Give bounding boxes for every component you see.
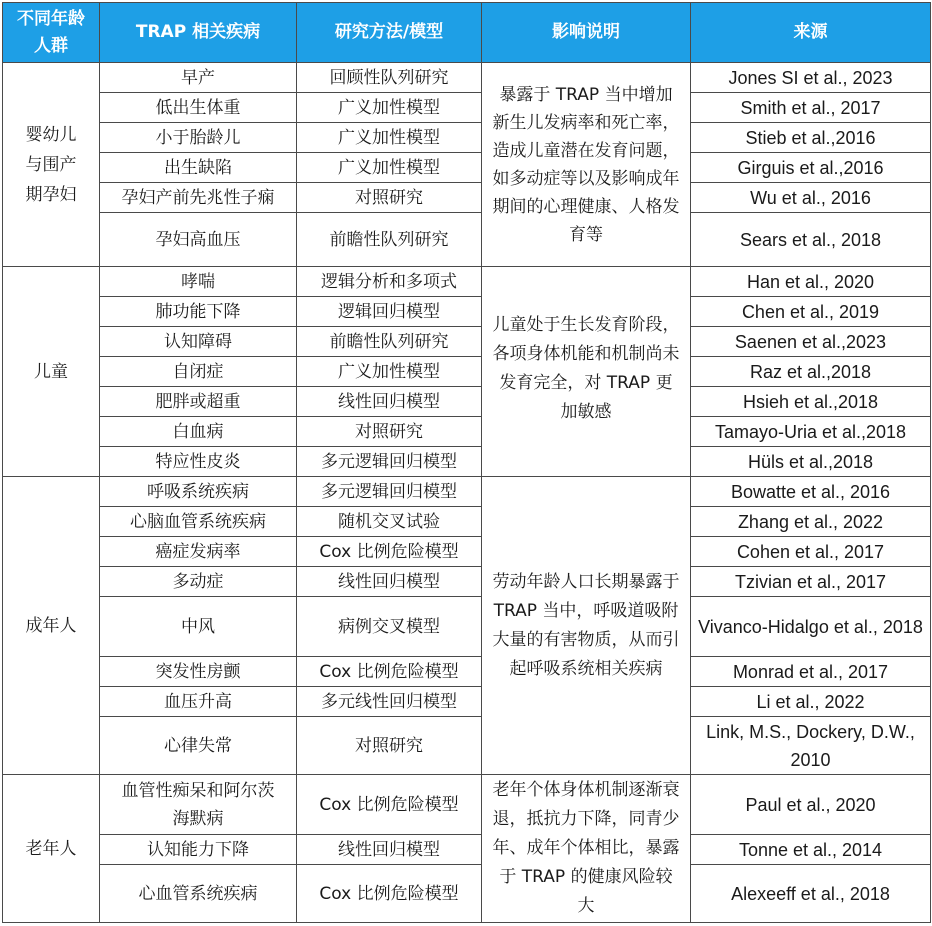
source-cell: Vivanco-Hidalgo et al., 2018 <box>691 597 931 657</box>
source-cell: Bowatte et al., 2016 <box>691 477 931 507</box>
source-cell: Tonne et al., 2014 <box>691 835 931 865</box>
table-row <box>3 387 931 417</box>
method-cell: 病例交叉模型 <box>297 597 482 657</box>
source-cell: Sears et al., 2018 <box>691 213 931 267</box>
method-cell: 多元逻辑回归模型 <box>297 447 482 477</box>
table-row <box>3 93 931 123</box>
disease-cell: 认知障碍 <box>100 327 297 357</box>
source-cell: Saenen et al.,2023 <box>691 327 931 357</box>
method-cell: 逻辑分析和多项式 <box>297 267 482 297</box>
disease-cell: 小于胎龄儿 <box>100 123 297 153</box>
method-cell: 前瞻性队列研究 <box>297 327 482 357</box>
impact-cell: 暴露于 TRAP 当中增加新生儿发病率和死亡率，造成儿童潜在发育问题，如多动症等以及影响成年期间的心理健康、人格发育等 <box>482 63 691 267</box>
header-source: 来源 <box>691 3 931 63</box>
method-cell: 线性回归模型 <box>297 835 482 865</box>
table-row <box>3 507 931 537</box>
source-cell: Zhang et al., 2022 <box>691 507 931 537</box>
disease-cell: 孕妇产前先兆性子痫 <box>100 183 297 213</box>
method-cell: 广义加性模型 <box>297 357 482 387</box>
disease-cell: 孕妇高血压 <box>100 213 297 267</box>
table-row <box>3 477 931 507</box>
source-cell: Cohen et al., 2017 <box>691 537 931 567</box>
source-cell: Monrad et al., 2017 <box>691 657 931 687</box>
source-cell: Hsieh et al.,2018 <box>691 387 931 417</box>
disease-cell: 认知能力下降 <box>100 835 297 865</box>
table-row <box>3 775 931 835</box>
method-cell: 对照研究 <box>297 717 482 775</box>
table-row <box>3 327 931 357</box>
disease-cell: 哮喘 <box>100 267 297 297</box>
table-row <box>3 183 931 213</box>
source-cell: Stieb et al.,2016 <box>691 123 931 153</box>
table-row <box>3 835 931 865</box>
source-cell: Tzivian et al., 2017 <box>691 567 931 597</box>
method-cell: 多元线性回归模型 <box>297 687 482 717</box>
header-method: 研究方法/模型 <box>297 3 482 63</box>
source-cell: Chen et al., 2019 <box>691 297 931 327</box>
age-group-cell: 婴幼儿与围产期孕妇 <box>3 63 100 267</box>
method-cell: 线性回归模型 <box>297 387 482 417</box>
disease-cell: 白血病 <box>100 417 297 447</box>
table-row <box>3 657 931 687</box>
age-group-cell: 成年人 <box>3 477 100 775</box>
disease-cell: 多动症 <box>100 567 297 597</box>
header-disease: TRAP 相关疾病 <box>100 3 297 63</box>
disease-cell: 肥胖或超重 <box>100 387 297 417</box>
disease-cell: 突发性房颤 <box>100 657 297 687</box>
method-cell: 前瞻性队列研究 <box>297 213 482 267</box>
disease-cell: 中风 <box>100 597 297 657</box>
table-row <box>3 865 931 923</box>
source-cell: Alexeeff et al., 2018 <box>691 865 931 923</box>
table-row <box>3 267 931 297</box>
disease-cell: 早产 <box>100 63 297 93</box>
method-cell: 对照研究 <box>297 417 482 447</box>
trap-disease-table <box>2 2 931 923</box>
table-row <box>3 63 931 93</box>
method-cell: 线性回归模型 <box>297 567 482 597</box>
disease-cell: 特应性皮炎 <box>100 447 297 477</box>
source-cell: Paul et al., 2020 <box>691 775 931 835</box>
source-cell: Wu et al., 2016 <box>691 183 931 213</box>
source-cell: Smith et al., 2017 <box>691 93 931 123</box>
method-cell: 回顾性队列研究 <box>297 63 482 93</box>
method-cell: Cox 比例危险模型 <box>297 537 482 567</box>
disease-cell: 呼吸系统疾病 <box>100 477 297 507</box>
method-cell: 广义加性模型 <box>297 153 482 183</box>
age-group-cell: 老年人 <box>3 775 100 923</box>
table-row <box>3 597 931 657</box>
method-cell: 逻辑回归模型 <box>297 297 482 327</box>
disease-cell: 心律失常 <box>100 717 297 775</box>
disease-cell: 心血管系统疾病 <box>100 865 297 923</box>
source-cell: Li et al., 2022 <box>691 687 931 717</box>
table-row <box>3 153 931 183</box>
method-cell: Cox 比例危险模型 <box>297 657 482 687</box>
disease-cell: 癌症发病率 <box>100 537 297 567</box>
disease-cell: 心脑血管系统疾病 <box>100 507 297 537</box>
disease-cell: 血压升高 <box>100 687 297 717</box>
source-cell: Girguis et al.,2016 <box>691 153 931 183</box>
header-row <box>3 3 931 63</box>
method-cell: 广义加性模型 <box>297 123 482 153</box>
method-cell: 广义加性模型 <box>297 93 482 123</box>
method-cell: 随机交叉试验 <box>297 507 482 537</box>
table-row <box>3 567 931 597</box>
impact-cell: 老年个体身体机制逐渐衰退，抵抗力下降，同青少年、成年个体相比，暴露于 TRAP 的健康风险较大 <box>482 775 691 923</box>
method-cell: Cox 比例危险模型 <box>297 775 482 835</box>
age-group-cell: 儿童 <box>3 267 100 477</box>
source-cell: Raz et al.,2018 <box>691 357 931 387</box>
impact-cell: 劳动年龄人口长期暴露于 TRAP 当中，呼吸道吸附大量的有害物质，从而引起呼吸系统相关疾病 <box>482 477 691 775</box>
disease-cell: 低出生体重 <box>100 93 297 123</box>
disease-cell: 肺功能下降 <box>100 297 297 327</box>
method-cell: 对照研究 <box>297 183 482 213</box>
table-row <box>3 417 931 447</box>
disease-cell: 出生缺陷 <box>100 153 297 183</box>
header-impact: 影响说明 <box>482 3 691 63</box>
disease-cell: 自闭症 <box>100 357 297 387</box>
method-cell: Cox 比例危险模型 <box>297 865 482 923</box>
table-row <box>3 447 931 477</box>
table-row <box>3 123 931 153</box>
source-cell: Hüls et al.,2018 <box>691 447 931 477</box>
table-row <box>3 537 931 567</box>
disease-cell: 血管性痴呆和阿尔茨海默病 <box>100 775 297 835</box>
source-cell: Tamayo-Uria et al.,2018 <box>691 417 931 447</box>
source-cell: Jones SI et al., 2023 <box>691 63 931 93</box>
source-cell: Link, M.S., Dockery, D.W., 2010 <box>691 717 931 775</box>
header-age-group: 不同年龄人群 <box>3 3 100 63</box>
table-row <box>3 297 931 327</box>
method-cell: 多元逻辑回归模型 <box>297 477 482 507</box>
table-row <box>3 717 931 775</box>
table-row <box>3 687 931 717</box>
table-row <box>3 357 931 387</box>
source-cell: Han et al., 2020 <box>691 267 931 297</box>
table-row <box>3 213 931 267</box>
impact-cell: 儿童处于生长发育阶段，各项身体机能和机制尚未发育完全，对 TRAP 更加敏感 <box>482 267 691 477</box>
